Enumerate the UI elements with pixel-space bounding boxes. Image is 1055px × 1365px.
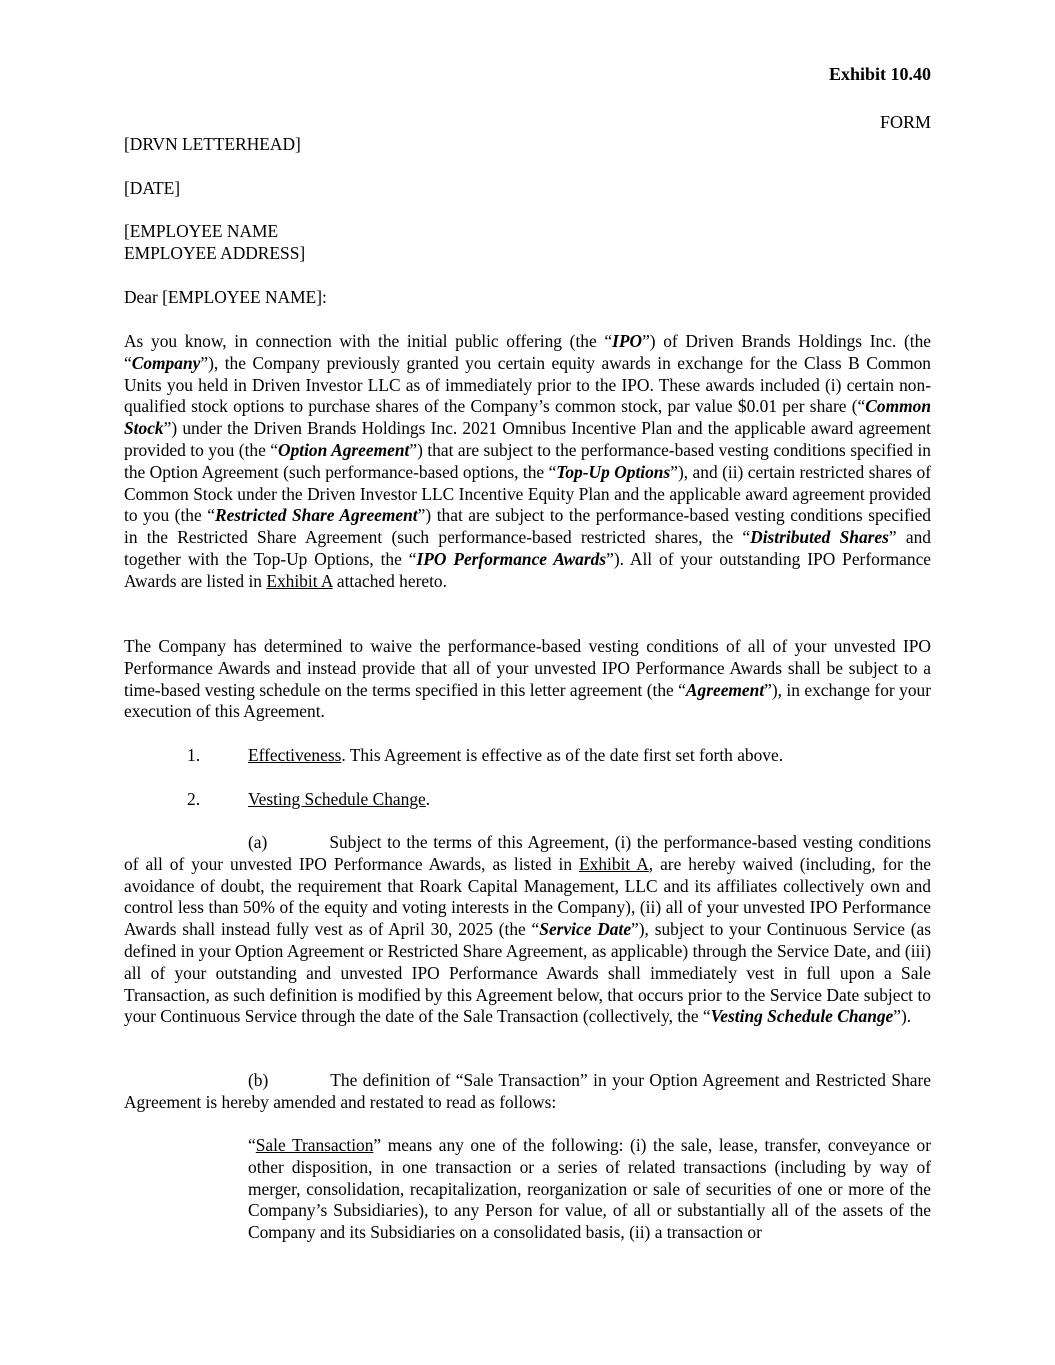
form-label: FORM [879, 112, 931, 132]
defined-term: Agreement [685, 679, 765, 700]
subsection-b: (b) The definition of “Sale Transaction” in your Option Agreement and Restricted Share Agreement is hereby amended and restated to read as follows: [124, 1070, 931, 1112]
defined-term: Distributed Shares [750, 527, 889, 548]
defined-term: Common Stock [124, 396, 931, 439]
subsection-a: (a) Subject to the terms of this Agreement, (i) the performance-based vesting conditions of all of your unvested IPO Performance Awards, as listed in Exhibit A, are hereby waived (including, for the avoidance of doubt, the requirement that Roark Capital Management, LLC and its affiliates collectively own and control less than 50% of the equity and voting interests in the Company), (ii) all of your unvested IPO Performance Awards shall instead fully vest as of April 30, 2025 (the “Service Date”), subject to your Continuous Service (as defined in your Option Agreement or Restricted Share Agreement, as applicable) through the Service Date, and (iii) all of your outstanding and unvested IPO Performance Awards shall immediately vest in full upon a Sale Transaction, as such definition is modified by this Agreement below, that occurs prior to the Service Date subject to your Continuous Service through the date of the Sale Transaction (collectively, the “Vesting Schedule Change”). [124, 832, 932, 1027]
defined-term: Top-Up Options [556, 461, 671, 482]
defined-term: Company [131, 352, 201, 373]
date-placeholder: [DATE] [124, 178, 181, 198]
employee-name-placeholder: [EMPLOYEE NAME [124, 221, 279, 241]
exhibit-number: Exhibit 10.40 [828, 64, 931, 84]
exhibit-a-reference: Exhibit A [266, 570, 333, 591]
section-number-2: 2. [187, 789, 201, 809]
exhibit-a-reference: Exhibit A [579, 853, 649, 874]
defined-term: IPO [612, 331, 643, 351]
employee-address-placeholder: EMPLOYEE ADDRESS] [124, 242, 306, 263]
paragraph-waiver: The Company has determined to waive the performance-based vesting conditions of all of your unvested IPO Performance Awards and instead provide that all of your unvested IPO Performance Awards shall be subject to a time-based vesting schedule on the terms specified in this letter agreement (the “Agreement”), in exchange for your execution of this Agreement. [124, 636, 931, 722]
sale-transaction-definition: “Sale Transaction” means any one of the following: (i) the sale, lease, transfer, conveyance or other disposition, in one transaction or a series of related transactions (including by way of merger, consolidation, recapitalization, reorganization or sale of securities of one or more of the Company’s Subsidiaries), to any Person for value, of all or substantially all of the assets of the Company and its Subsidiaries on a consolidated basis, (ii) a transaction or [248, 1135, 931, 1243]
defined-term: Restricted Share Agreement [214, 505, 418, 526]
defined-term: Sale Transaction [255, 1135, 374, 1155]
section-number-1: 1. [187, 745, 201, 765]
subsection-label: (b) [248, 1070, 269, 1090]
subsection-label: (a) [248, 832, 268, 852]
defined-term: Option Agreement [278, 439, 410, 460]
defined-term: IPO Performance Awards [416, 548, 607, 569]
letterhead-placeholder: [DRVN LETTERHEAD] [124, 134, 301, 154]
section-heading: Effectiveness [248, 745, 342, 765]
section-effectiveness: Effectiveness. This Agreement is effective as of the date first set forth above. [248, 745, 784, 765]
section-heading: Vesting Schedule Change [248, 789, 426, 809]
salutation: Dear [EMPLOYEE NAME]: [124, 287, 327, 307]
recipient-block [124, 221, 305, 265]
section-vesting-schedule: Vesting Schedule Change. [248, 789, 431, 809]
defined-term: Service Date [539, 919, 632, 940]
defined-term: Vesting Schedule Change [710, 1006, 894, 1027]
paragraph-intro: As you know, in connection with the initial public offering (the “IPO”) of Driven Brands Holdings Inc. (the “Company”), the Company previously granted you certain equity awards in exchange for the Class B Common Units you held in Driven Investor LLC as of immediately prior to the IPO. These awards included (i) certain non-qualified stock options to purchase shares of the Company’s common stock, par value $0.01 per share (“Common Stock”) under the Driven Brands Holdings Inc. 2021 Omnibus Incentive Plan and the applicable award agreement provided to you (the “Option Agreement”) that are subject to the performance-based vesting conditions specified in the Option Agreement (such performance-based options, the “Top-Up Options”), and (ii) certain restricted shares of Common Stock under the Driven Investor LLC Incentive Equity Plan and the applicable award agreement provided to you (the “Restricted Share Agreement”) that are subject to the performance-based vesting conditions specified in the Restricted Share Agreement (such performance-based restricted shares, the “Distributed Shares” and together with the Top-Up Options, the “IPO Performance Awards”). All of your outstanding IPO Performance Awards are listed in Exhibit A attached hereto. [124, 331, 932, 591]
